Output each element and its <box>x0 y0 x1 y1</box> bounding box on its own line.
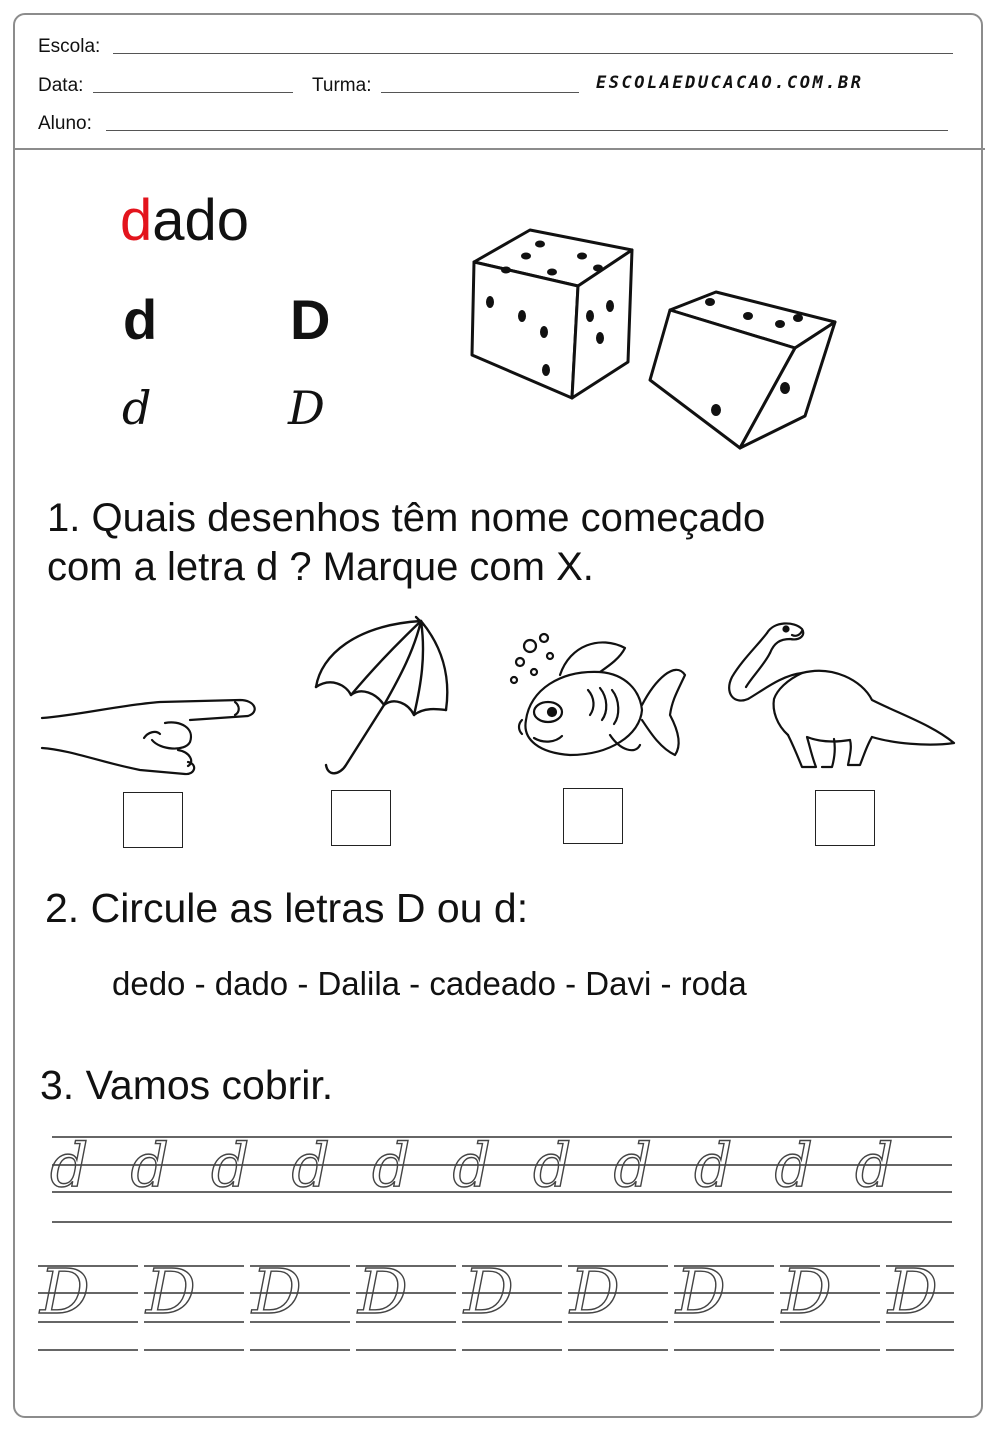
answer-box-umbrella[interactable] <box>331 790 391 846</box>
uppercase-print-letter: D <box>290 288 331 351</box>
word-rest: ado <box>152 188 250 253</box>
trace-uppercase-d-6: D <box>570 1255 620 1328</box>
umbrella-icon <box>306 615 456 785</box>
student-label: Aluno: <box>38 113 92 134</box>
question-1-line-2: com a letra d ? Marque com X. <box>47 544 594 589</box>
date-field[interactable] <box>93 92 293 93</box>
class-label: Turma: <box>312 75 372 96</box>
question-2-title: 2. Circule as letras D ou d: <box>45 885 529 931</box>
trace-lowercase-d-10: d <box>774 1131 813 1201</box>
answer-box-dinosaur[interactable] <box>815 790 875 846</box>
dice-icon <box>460 220 850 460</box>
question-1 <box>47 494 765 592</box>
trace-lowercase-d-7: d <box>533 1131 572 1201</box>
lowercase-print-letter: d <box>123 288 158 351</box>
trace-uppercase-d-4: D <box>358 1255 408 1328</box>
question-2-words: dedo - dado - Dalila - cadeado - Davi - roda <box>112 965 747 1002</box>
trace-uppercase-d-5: D <box>464 1255 514 1328</box>
trace-lowercase-d-8: d <box>613 1131 652 1201</box>
site-logo: ESCOLAEDUCACAO.COM.BR <box>596 73 864 93</box>
tracing-lines-lowercase <box>52 1130 954 1230</box>
trace-lowercase-d-9: d <box>694 1131 733 1201</box>
answer-box-fish[interactable] <box>563 788 623 844</box>
answer-box-finger[interactable] <box>123 792 183 848</box>
class-field[interactable] <box>381 92 579 93</box>
trace-uppercase-d-1: D <box>40 1255 90 1328</box>
uppercase-cursive-letter: D <box>288 381 325 435</box>
trace-lowercase-d-3: d <box>211 1131 250 1201</box>
fish-icon <box>500 620 690 770</box>
trace-lowercase-d-5: d <box>372 1131 411 1201</box>
school-field[interactable] <box>113 53 953 54</box>
question-3-title: 3. Vamos cobrir. <box>40 1062 334 1108</box>
trace-uppercase-d-8: D <box>782 1255 832 1328</box>
school-label: Escola: <box>38 36 101 57</box>
trace-lowercase-d-2: d <box>130 1131 169 1201</box>
dinosaur-icon <box>722 615 957 775</box>
trace-uppercase-d-2: D <box>146 1255 196 1328</box>
trace-uppercase-d-3: D <box>252 1255 302 1328</box>
date-label: Data: <box>38 75 84 96</box>
pointing-finger-icon <box>40 690 265 785</box>
trace-uppercase-d-7: D <box>676 1255 726 1328</box>
header-separator <box>13 148 985 150</box>
word-first-letter: d <box>120 188 153 253</box>
trace-lowercase-d-6: d <box>452 1131 491 1201</box>
student-field[interactable] <box>106 130 948 131</box>
trace-lowercase-d-4: d <box>291 1131 330 1201</box>
question-1-line-1: 1. Quais desenhos têm nome começado <box>47 496 766 540</box>
trace-uppercase-d-9: D <box>888 1255 938 1328</box>
example-word <box>120 188 250 253</box>
lowercase-cursive-letter: d <box>122 381 152 435</box>
trace-lowercase-d-11: d <box>855 1131 894 1201</box>
trace-lowercase-d-1: d <box>50 1131 89 1201</box>
